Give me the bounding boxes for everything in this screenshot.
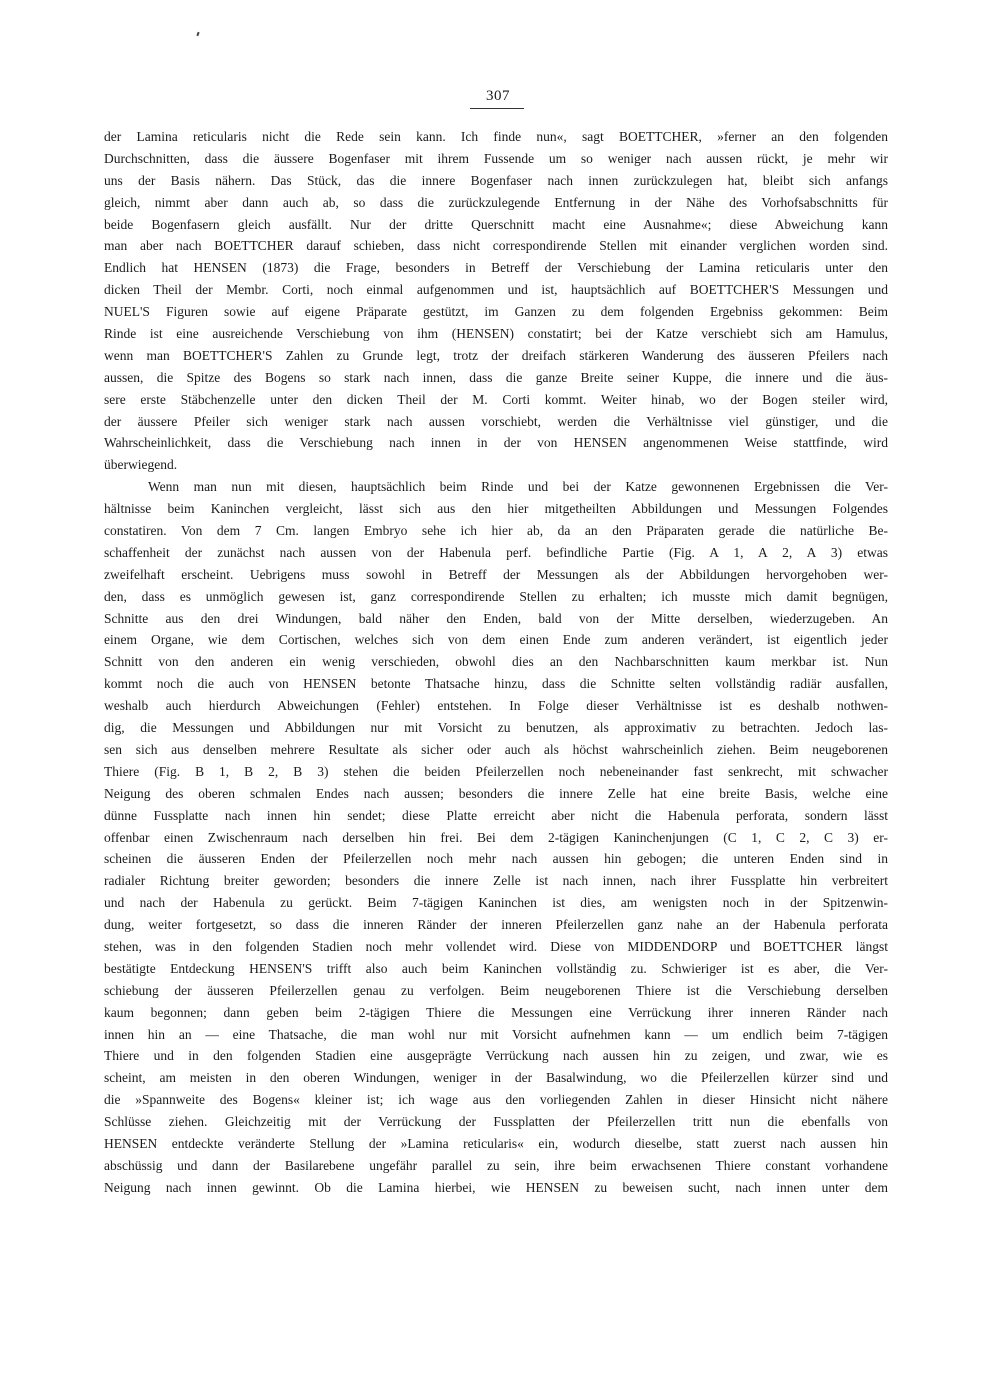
text-line: zweifelhaft erscheint. Uebrigens muss sowohl in Betreff der Messungen als der Abbildungen hervorgehoben wer-	[104, 566, 888, 582]
text-line: scheinen die äusseren Enden der Pfeilerzellen noch mehr nach aussen hin gebogen; die unteren Enden sind in	[104, 851, 888, 867]
text-line: radialer Richtung breiter geworden; besonders die innere Zelle ist nach innen, nach ihrer Fussplatte hin verbreitert	[104, 873, 888, 889]
text-line: abschüssig und dann der Basilarebene ungefähr parallel zu sein, ihre beim erwachsenen Thiere constant vorhandene	[104, 1157, 888, 1173]
text-line: Thiere (Fig. B 1, B 2, B 3) stehen die beiden Pfeilerzellen noch nebeneinander fast senkrecht, mit schwacher	[104, 763, 888, 779]
text-line: und nach der Habenula zu gerückt. Beim 7-tägigen Kaninchen ist dies, am wenigsten noch in der Spitzenwin-	[104, 895, 888, 911]
text-line: der äussere Pfeiler sich weniger stark nach aussen vorschiebt, werden die Verhältnisse viel günstiger, und die	[104, 413, 888, 429]
text-line: Neigung des oberen schmalen Endes nach aussen; besonders die innere Zelle hat eine breite Basis, welche eine	[104, 785, 888, 801]
text-line: bestätigte Entdeckung HENSEN'S trifft also auch beim Kaninchen vollständig zu. Schwieriger ist es aber, die Ver-	[104, 960, 888, 976]
text-line: Schnitt von den anderen ein wenig verschieden, obwohl dies an den Nachbarschnitten kaum merkbar ist. Nun	[104, 654, 888, 670]
text-line: die »Spannweite des Bogens« kleiner ist; ich wage aus den vorliegenden Zahlen in dieser Hinsicht nicht nähere	[104, 1092, 888, 1108]
text-line: dig, die Messungen und Abbildungen nur mit Vorsicht zu benutzen, als approximativ zu betrachten. Jedoch las-	[104, 720, 888, 736]
body-text	[104, 126, 888, 1199]
text-line: kaum begonnen; dann geben beim 2-tägigen Thiere die Messungen eine Verrückung ihrer inneren Ränder nach	[104, 1004, 888, 1020]
text-line: stehen, was in den folgenden Stadien noch mehr vollendet wird. Diese von MIDDENDORP und BOETTCHER längst	[104, 938, 888, 954]
text-line: wenn man BOETTCHER'S Zahlen zu Grunde legt, trotz der dreifach stärkeren Wanderung des äusseren Pfeilers nach	[104, 347, 888, 363]
text-line: Neigung nach innen gewinnt. Ob die Lamina hierbei, wie HENSEN zu beweisen sucht, nach innen unter dem	[104, 1179, 888, 1195]
text-line: hältnisse beim Kaninchen vergleicht, lässt sich aus den hier mitgetheilten Abbildungen und Messungen Folgendes	[104, 501, 888, 517]
text-line: kommt noch die auch von HENSEN betonte Thatsache hinzu, dass die Schnitte selten vollständig radiär ausfallen,	[104, 676, 888, 692]
text-line: offenbar einen Zwischenraum nach derselben hin frei. Bei dem 2-tägigen Kaninchenjungen (C 1, C 2, C 3) er-	[104, 829, 888, 845]
text-line: beide Bogenfasern gleich ausfällt. Nur der dritte Querschnitt macht eine Ausnahme«; diese Abweichung kann	[104, 216, 888, 232]
text-line: HENSEN entdeckte veränderte Stellung der »Lamina reticularis« ein, wodurch dieselbe, statt zuerst nach aussen hin	[104, 1135, 888, 1151]
page-number: 307	[486, 88, 510, 104]
text-line: weshalb auch hierdurch Abweichungen (Fehler) entstehen. In Folge dieser Verhältnisse ist es deshalb nothwen-	[104, 698, 888, 714]
text-line: Schnitte aus den drei Windungen, bald näher den Enden, bald von der Mitte derselben, wiederzugeben. An	[104, 610, 888, 626]
text-line: sere erste Stäbchenzelle unter den dicken Theil der M. Corti kommt. Weiter hinab, wo der Bogen steiler wird,	[104, 391, 888, 407]
text-line: Thiere und in den folgenden Stadien eine ausgeprägte Verrückung nach aussen hin zu zeigen, und zwar, wie es	[104, 1048, 888, 1064]
text-line: der Lamina reticularis nicht die Rede sein kann. Ich finde nun«, sagt BOETTCHER, »ferner an den folgenden	[104, 129, 888, 144]
text-line: dünne Fussplatte nach innen hin sendet; diese Platte erreicht aber nicht die Habenula perforata, sondern lässt	[104, 807, 888, 823]
text-line: schaffenheit der zunächst nach aussen von der Habenula perf. befindliche Partie (Fig. A 1, A 2, A 3) etwas	[104, 544, 888, 560]
text-line: einem Organe, wie dem Cortischen, welches sich von dem einen Ende zum anderen verändert, ist eigentlich jeder	[104, 632, 888, 648]
text-line: gleich, nimmt aber dann auch ab, so dass die zurückzulegende Entfernung in der Nähe des Vorhofsabschnitts für	[104, 194, 888, 210]
text-line: schiebung der äusseren Pfeilerzellen genau zu verfolgen. Beim neugeborenen Thiere ist die Verschiebung derselben	[104, 982, 888, 998]
text-line: dicken Theil der Membr. Corti, noch einmal aufgenommen und ist, hauptsächlich auf BOETTCHER'S Messungen und	[104, 282, 888, 298]
text-line: Schlüsse ziehen. Gleichzeitig mit der Verrückung der Fussplatten der Pfeilerzellen tritt nun die ebenfalls von	[104, 1114, 888, 1130]
text-line: den, dass es unmöglich gewesen ist, ganz correspondirende Stellen zu erhalten; ich musste mich damit begnügen,	[104, 588, 888, 604]
text-line: Wenn man nun mit diesen, hauptsächlich beim Rinde und bei der Katze gewonnenen Ergebnissen die Ver-	[148, 479, 888, 495]
text-line: Wahrscheinlichkeit, dass die Verschiebung nach innen in der von HENSEN angenommenen Weise stattfinde, wird	[104, 435, 888, 451]
text-line: NUEL'S Figuren sowie auf eigene Präparate gestützt, im Ganzen zu dem folgenden Ergebniss gekommen: Beim	[104, 304, 888, 320]
text-line: Rinde ist eine ausreichende Verschiebung von ihm (HENSEN) constatirt; bei der Katze verschiebt sich am Hamulus,	[104, 326, 888, 342]
text-line: uns der Basis nähern. Das Stück, das die innere Bogenfaser nach innen zurückzulegen hat, bleibt sich anfangs	[104, 172, 888, 188]
text-line: überwiegend.	[104, 457, 178, 473]
text-line: Durchschnitten, dass die äussere Bogenfaser mit ihrem Fussende um so weniger nach aussen rückt, je mehr wir	[104, 150, 888, 166]
text-line: man aber nach BOETTCHER darauf schieben, dass nicht correspondirende Stellen mit einander verglichen worden sind.	[104, 238, 888, 254]
page-number-rule	[470, 108, 524, 109]
text-line: dung, weiter fortgesetzt, so dass die inneren Ränder der inneren Pfeilerzellen ganz nahe an der Habenula perforata	[104, 917, 888, 933]
text-line: scheint, am meisten in den oberen Windungen, weniger in der Basalwindung, wo die Pfeilerzellen kürzer sind und	[104, 1070, 888, 1086]
text-line: sen sich aus denselben mehrere Resultate als sicher oder auch als höchst wahrscheinlich ziehen. Beim neugeborenen	[104, 741, 888, 757]
text-line: Endlich hat HENSEN (1873) die Frage, besonders in Betreff der Verschiebung der Lamina reticularis unter den	[104, 260, 888, 276]
text-line: aussen, die Spitze des Bogens so stark nach innen, dass die ganze Breite seiner Kuppe, die innere und die äus-	[104, 369, 888, 385]
stray-ink-mark	[196, 32, 199, 36]
text-line: constatiren. Von dem 7 Cm. langen Embryo sehe ich hier ab, da an den Präparaten gerade die natürliche Be-	[104, 523, 888, 539]
text-line: innen hin an — eine Thatsache, die man wohl nur mit Vorsicht aufnehmen kann — um endlich beim 7-tägigen	[104, 1026, 888, 1042]
